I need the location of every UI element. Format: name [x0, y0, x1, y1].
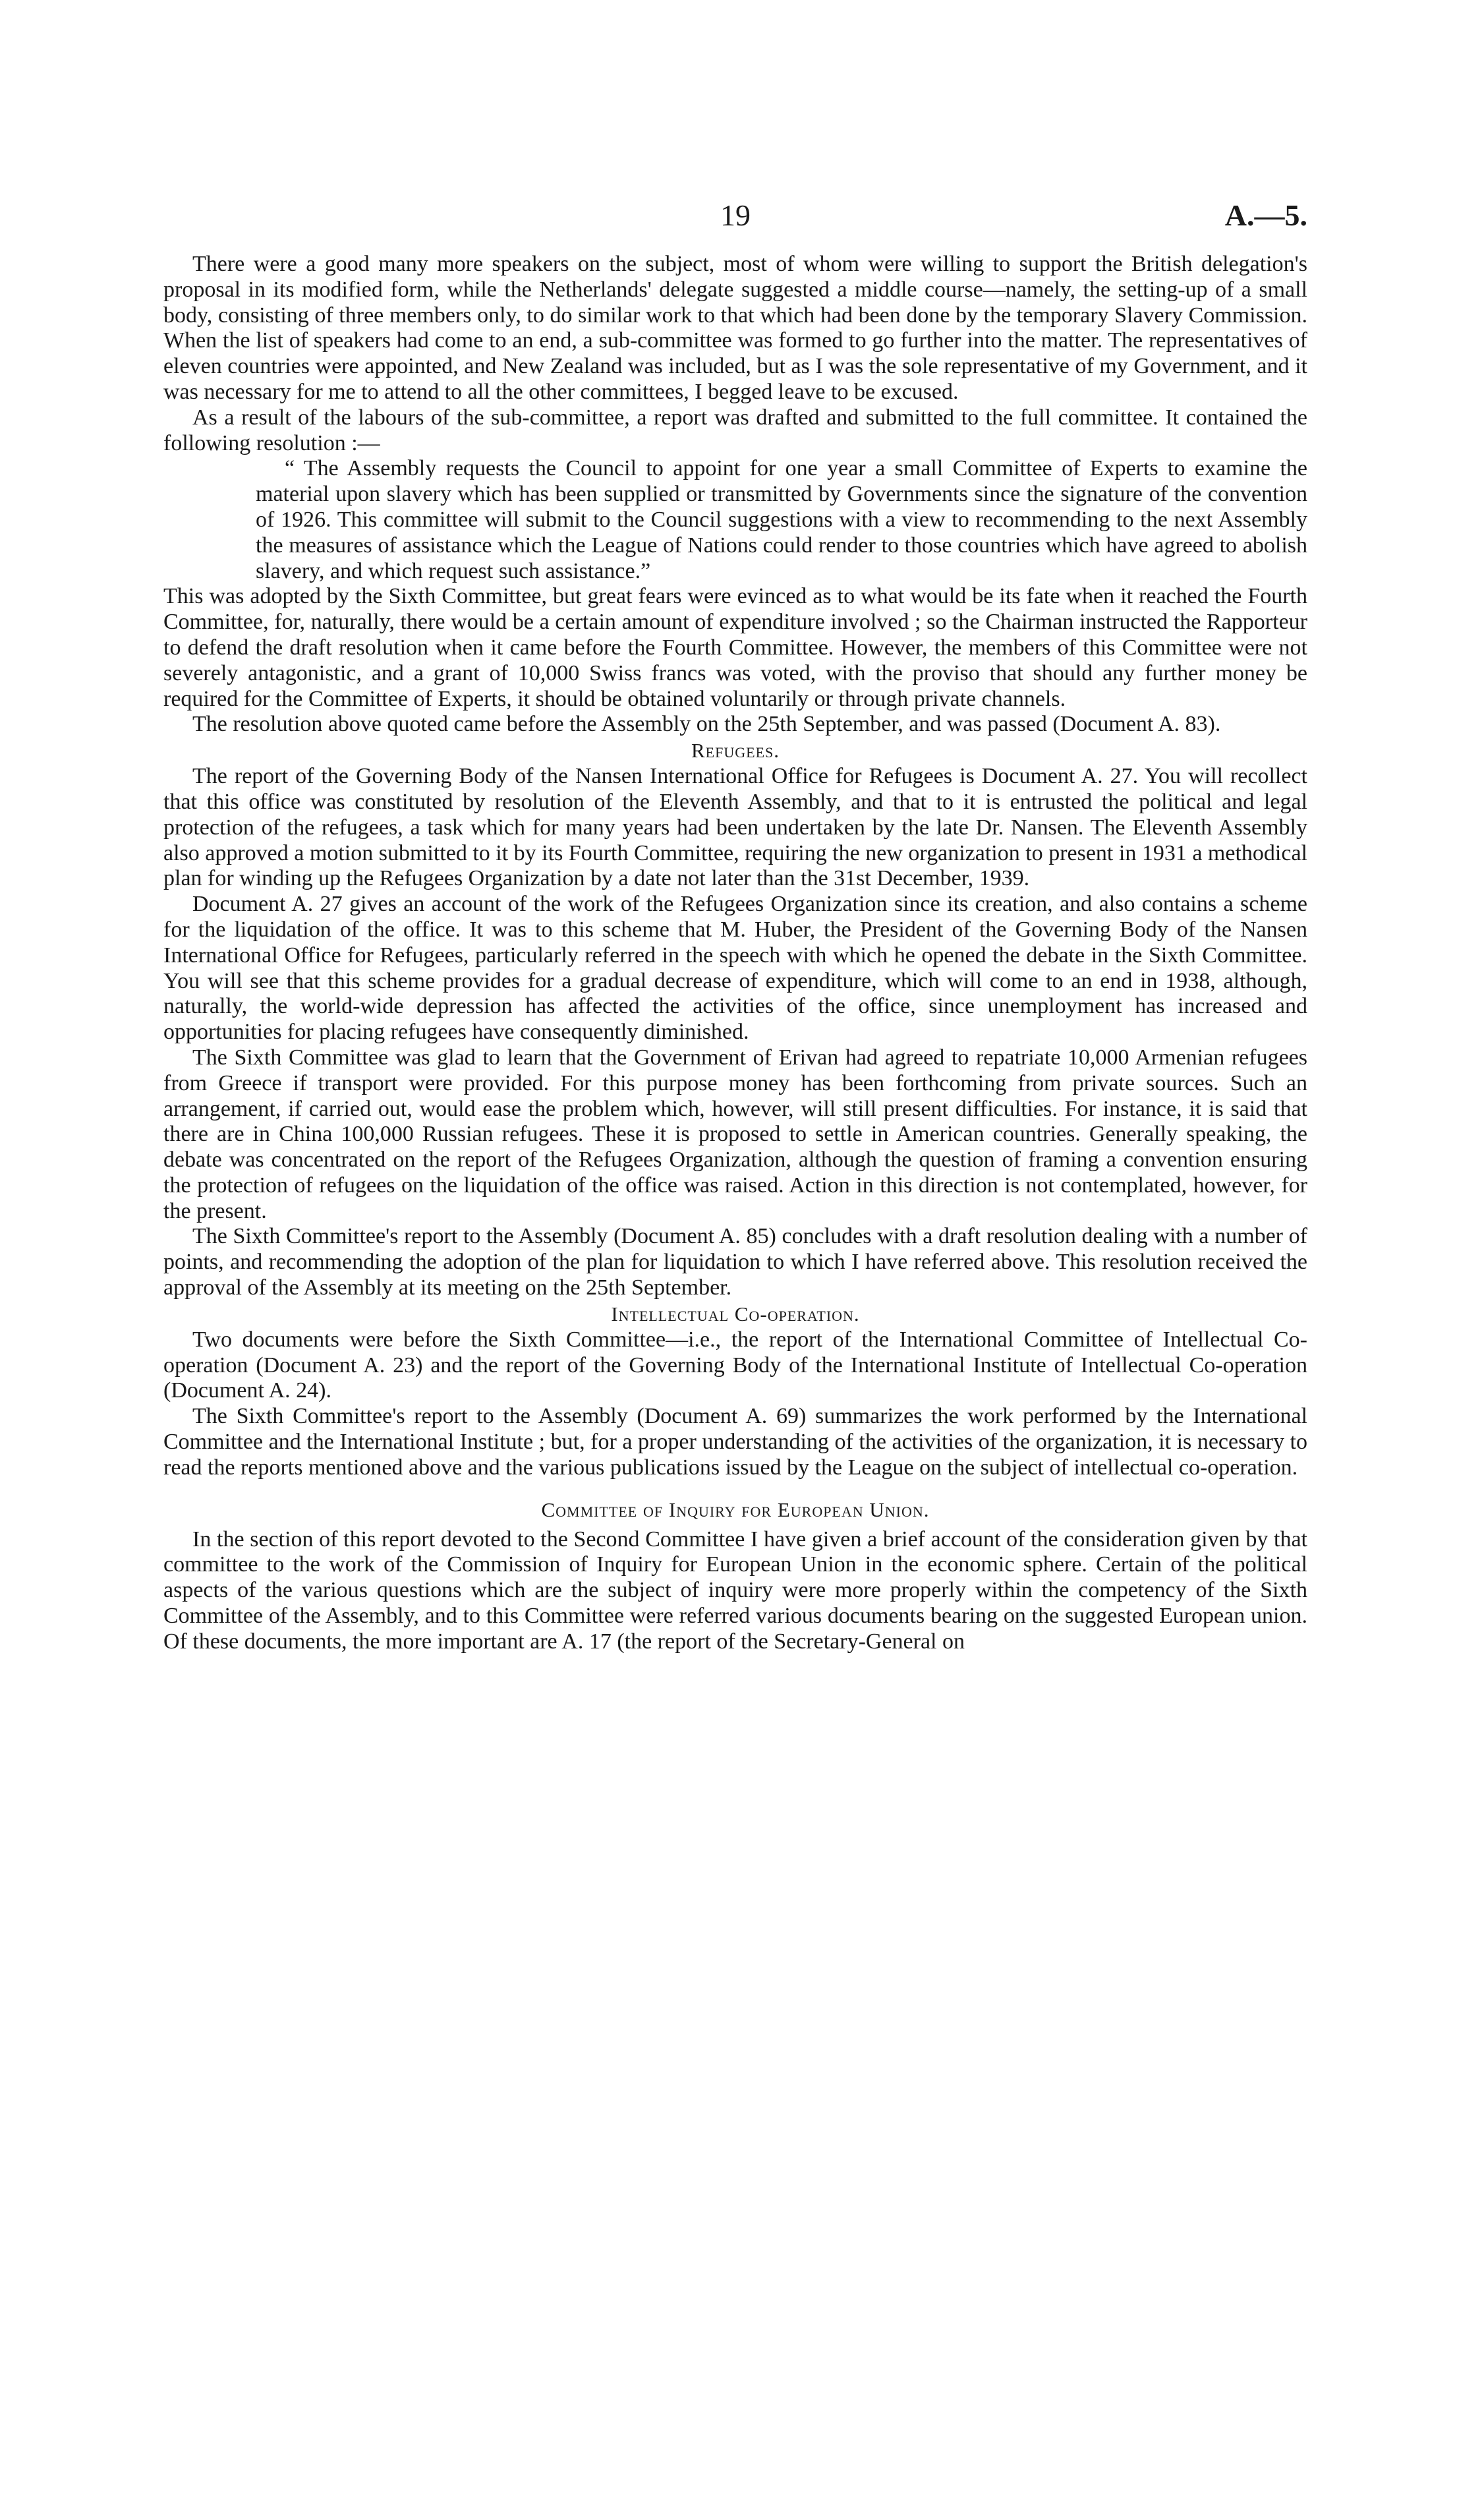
paragraph-sixth-committee-adoption: This was adopted by the Sixth Committee, but great fears were evinced as to what would be its fate when it reached the Fourth Committee, for, naturally, there would be a certain amount of expenditure involved ; so the Chairman instructed the Rapporteur to defend the draft resolution when it came before the Fourth Committee. However, the members of this Committee were not severely antagonistic, and a grant of 10,000 Swiss francs was voted, with the proviso that should any further money be required for the Committee of Experts, it should be obtained voluntarily or through private channels.	[163, 584, 1307, 711]
section-heading-european-union: Committee of Inquiry for European Union.	[541, 1497, 930, 1521]
document-page	[163, 191, 1307, 1655]
paragraph-erivan-repatriation: The Sixth Committee was glad to learn that the Government of Erivan had agreed to repatriate 10,000 Armenian refugees from Greece if transport were provided. For this purpose money has been forthcoming from private sources. Such an arrangement, if carried out, would ease the problem which, however, will still present difficulties. For instance, it is said that there are in China 100,000 Russian refugees. These it is proposed to settle in American countries. Generally speaking, the debate was concentrated on the report of the Refugees Organization, although the question of framing a convention ensuring the protection of refugees on the liquidation of the office was raised. Action in this direction is not contemplated, however, for the present.	[163, 1045, 1307, 1223]
paragraph-report-a69: The Sixth Committee's report to the Assembly (Document A. 69) summarizes the work performed by the International Committee and the International Institute ; but, for a proper understanding of the activities of the organization, it is necessary to read the reports mentioned above and the various publications issued by the League on the subject of intellectual co-operation.	[163, 1404, 1307, 1480]
paragraph-resolution-passed: The resolution above quoted came before the Assembly on the 25th September, and was passed (Document A. 83).	[192, 712, 1221, 737]
paragraph-european-union-inquiry: In the section of this report devoted to the Second Committee I have given a brief account of the consideration given by that committee to the work of the Commission of Inquiry for European Union in the economic sphere. Certain of the political aspects of the various questions which are the subject of inquiry were more properly within the competency of the Sixth Committee of the Assembly, and to this Committee were referred various documents bearing on the suggested European union. Of these documents, the more important are A. 17 (the report of the Secretary-General on	[163, 1526, 1307, 1654]
section-heading-intellectual-cooperation: Intellectual Co-operation.	[611, 1302, 860, 1325]
paragraph-report-a85: The Sixth Committee's report to the Assembly (Document A. 85) concludes with a draft resolution dealing with a number of points, and recommending the adoption of the plan for liquidation to which I have referred above. This resolution received the approval of the Assembly at its meeting on the 25th September.	[163, 1224, 1307, 1300]
page-header	[163, 191, 1307, 252]
paragraph-document-a27: Document A. 27 gives an account of the work of the Refugees Organization since its creation, and also contains a scheme for the liquidation of the office. It was to this scheme that M. Huber, the President of the Governing Body of the Nansen International Office for Refugees, particularly referred in the speech with which he opened the debate in the Sixth Committee. You will see that this scheme provides for a gradual decrease of expenditure, which will come to an end in 1938, although, naturally, the world-wide depression has affected the activities of the office, since unemployment has increased and opportunities for placing refugees have consequently diminished.	[163, 892, 1307, 1045]
paragraph-sub-committee-report: As a result of the labours of the sub-committee, a report was drafted and submitted to the full committee. It contained the following resolution :—	[163, 405, 1307, 455]
page-number: 19	[720, 198, 751, 232]
document-reference: A.—5.	[1224, 198, 1307, 232]
quoted-resolution: “ The Assembly requests the Council to appoint for one year a small Committee of Experts to examine the material upon slavery which has been supplied or transmitted by Governments since the signature of the convention of 1926. This committee will submit to the Council suggestions with a view to recommending to the next Assembly the measures of assistance which the League of Nations could render to those countries which have agreed to abolish slavery, and which request such assistance.”	[256, 456, 1307, 583]
section-heading-refugees: Refugees.	[691, 739, 780, 763]
paragraph-nansen-office: The report of the Governing Body of the Nansen International Office for Refugees is Document A. 27. You will recollect that this office was constituted by resolution of the Eleventh Assembly, and that to it is entrusted the political and legal protection of the refugees, a task which for many years had been undertaken by the late Dr. Nansen. The Eleventh Assembly also approved a motion submitted to it by its Fourth Committee, requiring the new organization to present in 1931 a methodical plan for winding up the Refugees Organization by a date not later than the 31st December, 1939.	[163, 764, 1307, 891]
paragraph-two-documents: Two documents were before the Sixth Committee—i.e., the report of the International Committee of Intellectual Co-operation (Document A. 23) and the report of the Governing Body of the International Institute of Intellectual Co-operation (Document A. 24).	[163, 1327, 1307, 1403]
paragraph-speakers: There were a good many more speakers on the subject, most of whom were willing to support the British delegation's proposal in its modified form, while the Netherlands' delegate suggested a middle course—namely, the setting-up of a small body, consisting of three members only, to do similar work to that which had been done by the temporary Slavery Commission. When the list of speakers had come to an end, a sub-committee was formed to go further into the matter. The representatives of eleven countries were appointed, and New Zealand was included, but as I was the sole representative of my Government, and it was necessary for me to attend to all the other committees, I begged leave to be excused.	[163, 252, 1307, 404]
